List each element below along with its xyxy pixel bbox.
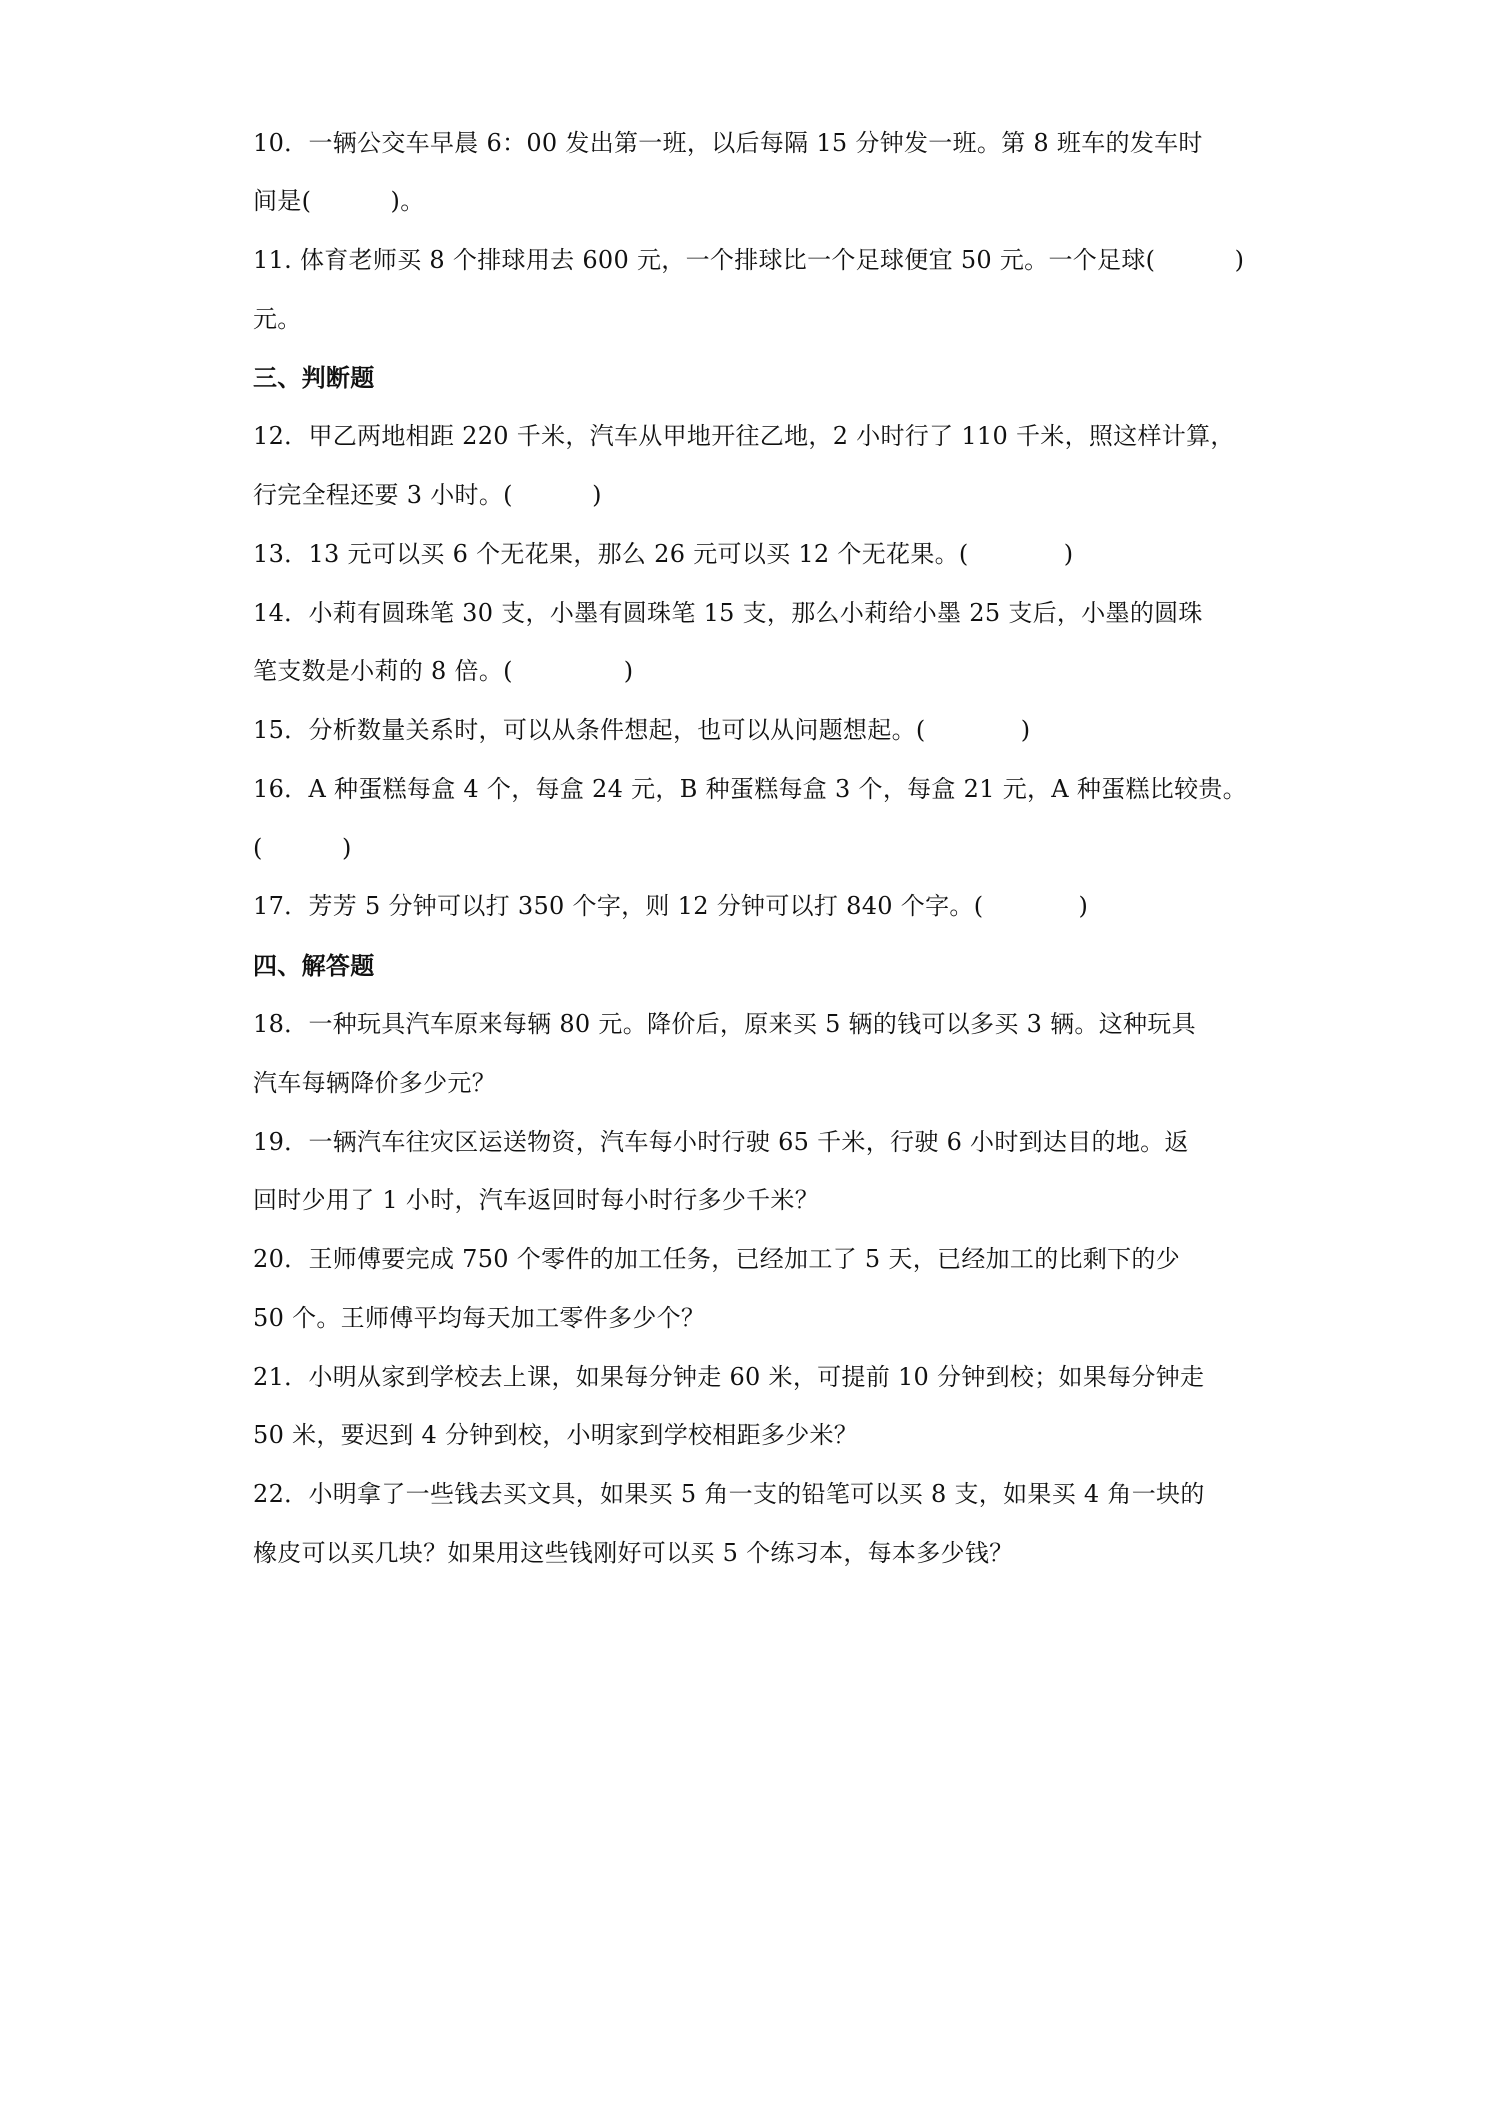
question-22-line-1: 22．小明拿了一些钱去买文具，如果买 5 角一支的铅笔可以买 8 支，如果买 4 角一块的 xyxy=(253,1480,1205,1508)
question-21-line-1: 21．小明从家到学校去上课，如果每分钟走 60 米，可提前 10 分钟到校；如果每分钟走 xyxy=(253,1363,1205,1391)
question-12-line-2: 行完全程还要 3 小时。( ) xyxy=(253,481,602,509)
question-20-line-1: 20．王师傅要完成 750 个零件的加工任务，已经加工了 5 天，已经加工的比剩下的少 xyxy=(253,1245,1181,1273)
question-18-line-2: 汽车每辆降价多少元？ xyxy=(253,1069,496,1097)
question-20-line-2: 50 个。王师傅平均每天加工零件多少个？ xyxy=(253,1304,706,1332)
question-16-line-2: ( ) xyxy=(253,834,352,862)
question-18-line-1: 18．一种玩具汽车原来每辆 80 元。降价后，原来买 5 辆的钱可以多买 3 辆。这种玩具 xyxy=(253,1010,1196,1038)
section-3-heading: 三、判断题 xyxy=(253,363,375,392)
question-21-line-2: 50 米，要迟到 4 分钟到校，小明家到学校相距多少米？ xyxy=(253,1421,859,1449)
question-11-line-1: 11. 体育老师买 8 个排球用去 600 元，一个排球比一个足球便宜 50 元。一个足球( ) xyxy=(253,246,1245,274)
question-16-line-1: 16．A 种蛋糕每盒 4 个，每盒 24 元，B 种蛋糕每盒 3 个，每盒 21 元，A 种蛋糕比较贵。 xyxy=(253,775,1247,803)
question-14-line-1: 14．小莉有圆珠笔 30 支，小墨有圆珠笔 15 支，那么小莉给小墨 25 支后，小墨的圆珠 xyxy=(253,599,1203,627)
question-11-line-2: 元。 xyxy=(253,305,302,333)
question-15-line-1: 15．分析数量关系时，可以从条件想起，也可以从问题想起。( ) xyxy=(253,716,1031,744)
section-4-heading: 四、解答题 xyxy=(253,951,375,980)
question-14-line-2: 笔支数是小莉的 8 倍。( ) xyxy=(253,657,634,685)
question-22-line-2: 橡皮可以买几块？如果用这些钱刚好可以买 5 个练习本，每本多少钱？ xyxy=(253,1539,1014,1567)
question-17-line-1: 17．芳芳 5 分钟可以打 350 个字，则 12 分钟可以打 840 个字。( ) xyxy=(253,892,1089,920)
question-19-line-1: 19．一辆汽车往灾区运送物资，汽车每小时行驶 65 千米，行驶 6 小时到达目的地。返 xyxy=(253,1128,1189,1156)
question-10-line-2: 间是( )。 xyxy=(253,187,425,215)
question-12-line-1: 12．甲乙两地相距 220 千米，汽车从甲地开往乙地，2 小时行了 110 千米，照这样计算， xyxy=(253,422,1235,450)
question-10-line-1: 10．一辆公交车早晨 6：00 发出第一班，以后每隔 15 分钟发一班。第 8 班车的发车时 xyxy=(253,129,1203,157)
question-19-line-2: 回时少用了 1 小时，汽车返回时每小时行多少千米？ xyxy=(253,1186,820,1214)
question-13-line-1: 13．13 元可以买 6 个无花果，那么 26 元可以买 12 个无花果。( ) xyxy=(253,540,1074,568)
